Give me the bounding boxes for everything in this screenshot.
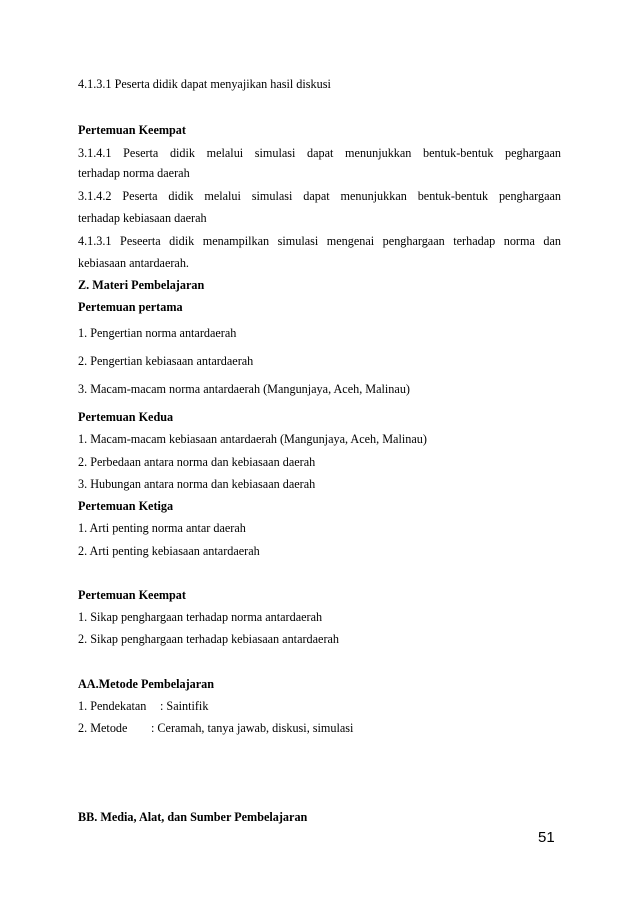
- row-label: 2. Metode: [78, 721, 128, 735]
- objective-3-1-4-2: 3.1.4.2 Peserta didik melalui simulasi dapat menunjukkan bentuk-bentuk penghargaan: [78, 189, 561, 203]
- page-number: 51: [538, 829, 555, 846]
- row-label: 1. Pendekatan: [78, 699, 147, 713]
- list-item: 3. Macam-macam norma antardaerah (Mangunjaya, Aceh, Malinau): [78, 382, 410, 396]
- section-heading-materi: Z. Materi Pembelajaran: [78, 278, 205, 292]
- metode-row-metode: [78, 721, 561, 735]
- heading-pertemuan-kedua: Pertemuan Kedua: [78, 410, 174, 424]
- heading-pertemuan-keempat-2: Pertemuan Keempat: [78, 588, 186, 602]
- objective-3-1-4-1-cont: terhadap norma daerah: [78, 166, 190, 180]
- list-item: 2. Perbedaan antara norma dan kebiasaan daerah: [78, 455, 316, 469]
- objective-4-1-3-1b-cont: kebiasaan antardaerah.: [78, 256, 189, 270]
- list-item: 3. Hubungan antara norma dan kebiasaan daerah: [78, 477, 316, 491]
- list-item: 2. Sikap penghargaan terhadap kebiasaan antardaerah: [78, 632, 340, 646]
- list-item: 2. Pengertian kebiasaan antardaerah: [78, 354, 254, 368]
- list-item: 1. Arti penting norma antar daerah: [78, 521, 246, 535]
- metode-row-pendekatan: [78, 699, 561, 713]
- row-value: : Ceramah, tanya jawab, diskusi, simulasi: [151, 721, 354, 735]
- section-heading-media: BB. Media, Alat, dan Sumber Pembelajaran: [78, 810, 308, 824]
- list-item: 2. Arti penting kebiasaan antardaerah: [78, 544, 260, 558]
- objective-4-1-3-1b: 4.1.3.1 Peseerta didik menampilkan simulasi mengenai penghargaan terhadap norma dan: [78, 234, 561, 248]
- learning-objective-4-1-3-1: 4.1.3.1 Peserta didik dapat menyajikan hasil diskusi: [78, 77, 331, 91]
- objective-3-1-4-1: 3.1.4.1 Peserta didik melalui simulasi dapat menunjukkan bentuk-bentuk peghargaan: [78, 146, 561, 160]
- objective-3-1-4-2-cont: terhadap kebiasaan daerah: [78, 211, 207, 225]
- list-item: 1. Macam-macam kebiasaan antardaerah (Mangunjaya, Aceh, Malinau): [78, 432, 427, 446]
- heading-pertemuan-keempat: Pertemuan Keempat: [78, 123, 186, 137]
- section-heading-metode: AA.Metode Pembelajaran: [78, 677, 215, 691]
- heading-pertemuan-ketiga: Pertemuan Ketiga: [78, 499, 174, 513]
- row-value: : Saintifik: [160, 699, 209, 713]
- list-item: 1. Sikap penghargaan terhadap norma antardaerah: [78, 610, 323, 624]
- list-item: 1. Pengertian norma antardaerah: [78, 326, 237, 340]
- heading-pertemuan-pertama: Pertemuan pertama: [78, 300, 183, 314]
